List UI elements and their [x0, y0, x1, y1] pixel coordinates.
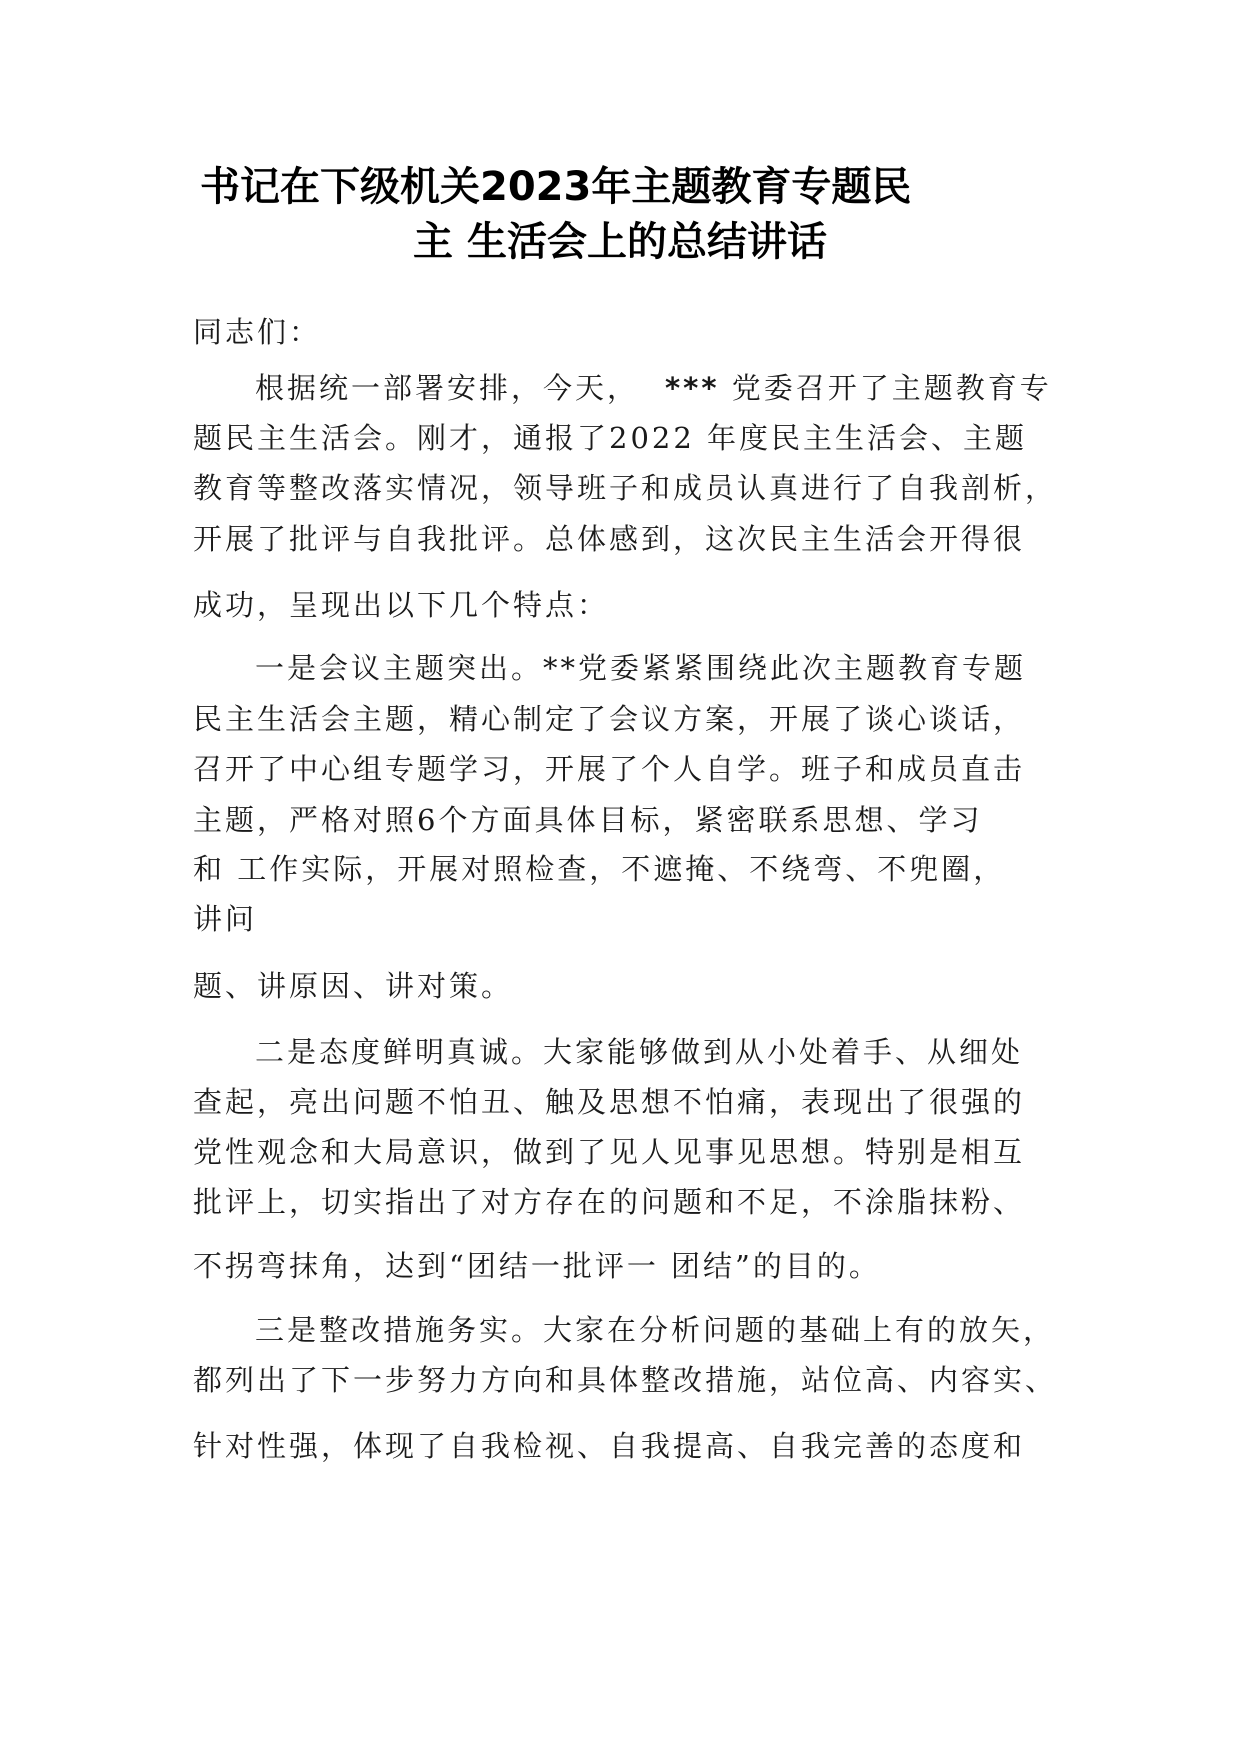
paragraph-line: 成功，呈现出以下几个特点：	[193, 588, 610, 622]
paragraph-line: 党性观念和大局意识，做到了见人见事见思想。特别是相互	[193, 1135, 1026, 1169]
paragraph-text: 党委召开了主题教育专	[719, 371, 1052, 405]
paragraph-line: 不拐弯抹角，达到“团结一批评一 团结”的目的。	[193, 1249, 881, 1283]
paragraph-line: 开展了批评与自我批评。总体感到，这次民主生活会开得很	[193, 522, 1026, 556]
paragraph-line: 题、讲原因、讲对策。	[193, 969, 514, 1003]
paragraph-text: 根据统一部署安排，今天，	[255, 371, 640, 405]
document-title-line-2: 主 生活会上的总结讲话	[413, 219, 827, 265]
paragraph-line: 都列出了下一步努力方向和具体整改措施，站位高、内容实、	[193, 1363, 1058, 1397]
paragraph-line: 查起，亮出问题不怕丑、触及思想不怕痛，表现出了很强的	[193, 1085, 1026, 1119]
paragraph-line: 主题，严格对照6个方面具体目标，紧密联系思想、学习	[193, 803, 983, 837]
paragraph-line: 讲问	[193, 902, 258, 936]
paragraph-line: 和 工作实际，开展对照检查，不遮掩、不绕弯、不兜圈，	[193, 852, 1006, 886]
paragraph-line: 题民主生活会。刚才，通报了2022 年度民主生活会、主题	[193, 421, 1028, 455]
paragraph-line: 一是会议主题突出。**党委紧紧围绕此次主题教育专题	[255, 651, 1027, 685]
document-title-line-1: 书记在下级机关2023年主题教育专题民	[200, 164, 912, 210]
paragraph-line: 批评上，切实指出了对方存在的问题和不足，不涂脂抹粉、	[193, 1185, 1026, 1219]
paragraph-line: 教育等整改落实情况，领导班子和成员认真进行了自我剖析，	[193, 471, 1058, 505]
paragraph-line: 三是整改措施务实。大家在分析问题的基础上有的放矢，	[255, 1313, 1056, 1347]
paragraph-line: 召开了中心组专题学习，开展了个人自学。班子和成员直击	[193, 752, 1026, 786]
paragraph-line: 针对性强，体现了自我检视、自我提高、自我完善的态度和	[193, 1429, 1026, 1463]
paragraph-line: 二是态度鲜明真诚。大家能够做到从小处着手、从细处	[255, 1035, 1024, 1069]
paragraph-line	[255, 366, 1135, 407]
salutation: 同志们：	[193, 315, 322, 349]
redacted-name: ***	[665, 371, 720, 405]
paragraph-line: 民主生活会主题，精心制定了会议方案，开展了谈心谈话，	[193, 702, 1026, 736]
